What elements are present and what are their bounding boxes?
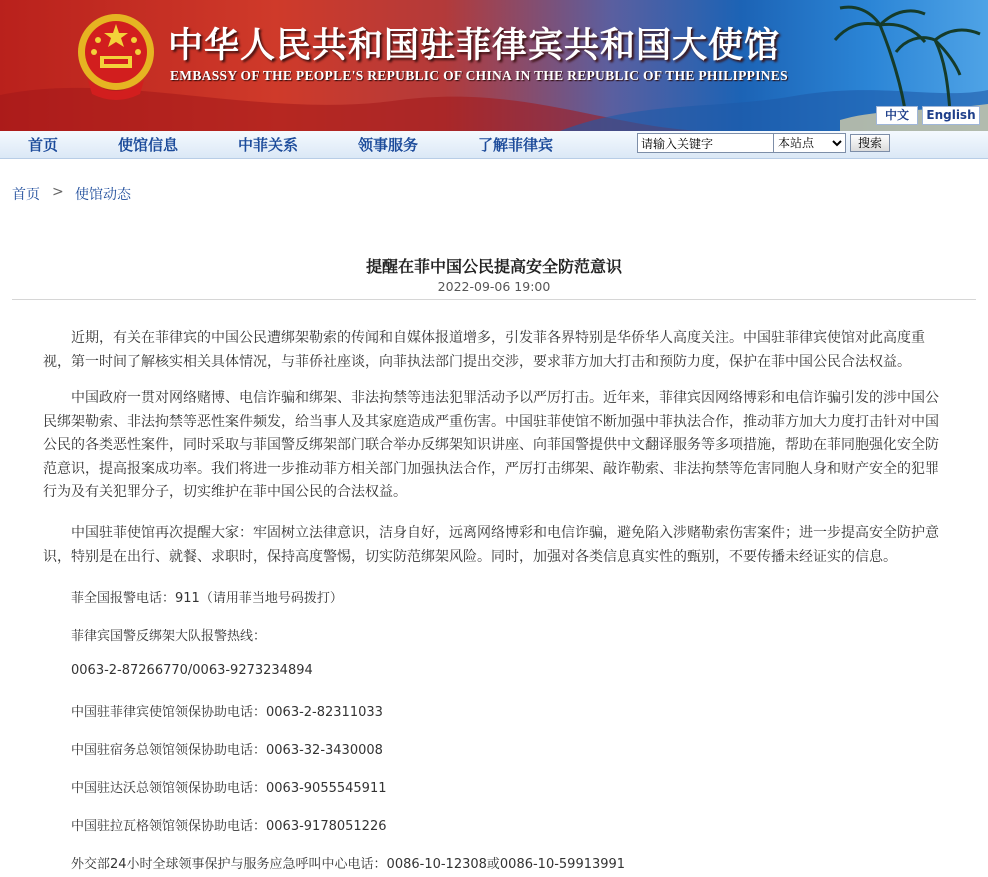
hotline-line: 中国驻宿务总领馆领保协助电话：0063-32-3430008 [71,743,383,758]
hotline-line: 中国驻拉瓦格领馆领保协助电话：0063-9178051226 [71,819,387,834]
site-title-cn: 中华人民共和国驻菲律宾共和国大使馆 [168,25,781,66]
language-chinese-button[interactable]: 中文 [876,106,918,125]
article-paragraph: 中国驻菲使馆再次提醒大家：牢固树立法律意识，洁身自好，远离网络博彩和电信诈骗，避免陷入涉赌勒索伤害案件；进一步提高安全防护意识，特别是在出行、就餐、求职时，保持高度警惕，切实防范绑架风险。同时，加强对各类信息真实性的甄别，不要传播未经证实的信息。 [43,525,939,565]
hotline-line: 中国驻达沃总领馆领保协助电话：0063-9055545911 [71,781,387,796]
hotline-line: 0063-2-87266770/0063-9273234894 [71,663,313,678]
national-emblem-icon [74,10,158,102]
breadcrumb-current[interactable]: 使馆动态 [75,187,131,203]
hotline-line: 菲全国报警电话：911（请用菲当地号码拨打） [71,591,343,606]
nav-relations[interactable]: 中菲关系 [238,136,299,154]
breadcrumb-home[interactable]: 首页 [12,187,40,203]
article-paragraph: 近期，有关在菲律宾的中国公民遭绑架勒索的传闻和自媒体报道增多，引发菲各界特别是华侨华人高度关注。中国驻菲律宾使馆对此高度重视，第一时间了解核实相关具体情况，与菲侨社座谈，向菲执法部门提出交涉，要求菲方加大打击和预防力度，保护在菲中国公民合法权益。 [43,330,925,370]
search-button[interactable]: 搜索 [850,134,890,152]
nav-embassy-info[interactable]: 使馆信息 [118,136,179,154]
breadcrumb-separator: > [52,184,64,200]
language-english-button[interactable]: English [922,106,980,125]
search-input[interactable] [637,133,775,153]
article-paragraph: 中国政府一贯对网络赌博、电信诈骗和绑架、非法拘禁等违法犯罪活动予以严厉打击。近年来，菲律宾因网络博彩和电信诈骗引发的涉中国公民绑架勒索、非法拘禁等恶性案件频发，给当事人及其家庭造成严重伤害。中国驻菲使馆不断加强中菲执法合作，推动菲方加大力度打击针对中国公民的各类恶性案件，同时采取与菲国警反绑架部门联合举办反绑架知识讲座、向菲国警提供中文翻译服务等多项措施，帮助在菲同胞强化安全防范意识，提高报案成功率。我们将进一步推动菲方相关部门加强执法合作，严厉打击绑架、敲诈勒索、非法拘禁等危害同胞人身和财产安全的犯罪行为及有关犯罪分子，切实维护在菲中国公民的合法权益。 [43,390,939,500]
nav-consular[interactable]: 领事服务 [358,136,419,154]
nav-about-philippines[interactable]: 了解菲律宾 [478,136,554,154]
search-scope-select[interactable] [773,133,846,153]
hotline-line: 菲律宾国警反绑架大队报警热线： [71,629,267,644]
hotline-line: 外交部24小时全球领事保护与服务应急呼叫中心电话：0086-10-12308或0086-10-59913991 [71,857,626,872]
header-banner [0,0,988,131]
site-title-en: EMBASSY OF THE PEOPLE'S REPUBLIC OF CHINA IN THE REPUBLIC OF THE PHILIPPINES [170,68,788,83]
nav-home[interactable]: 首页 [28,136,59,154]
hotline-line: 中国驻菲律宾使馆领保协助电话：0063-2-82311033 [71,705,383,720]
article-title: 提醒在菲中国公民提高安全防范意识 [365,257,622,276]
article-date: 2022-09-06 19:00 [437,279,551,294]
divider [12,299,976,300]
